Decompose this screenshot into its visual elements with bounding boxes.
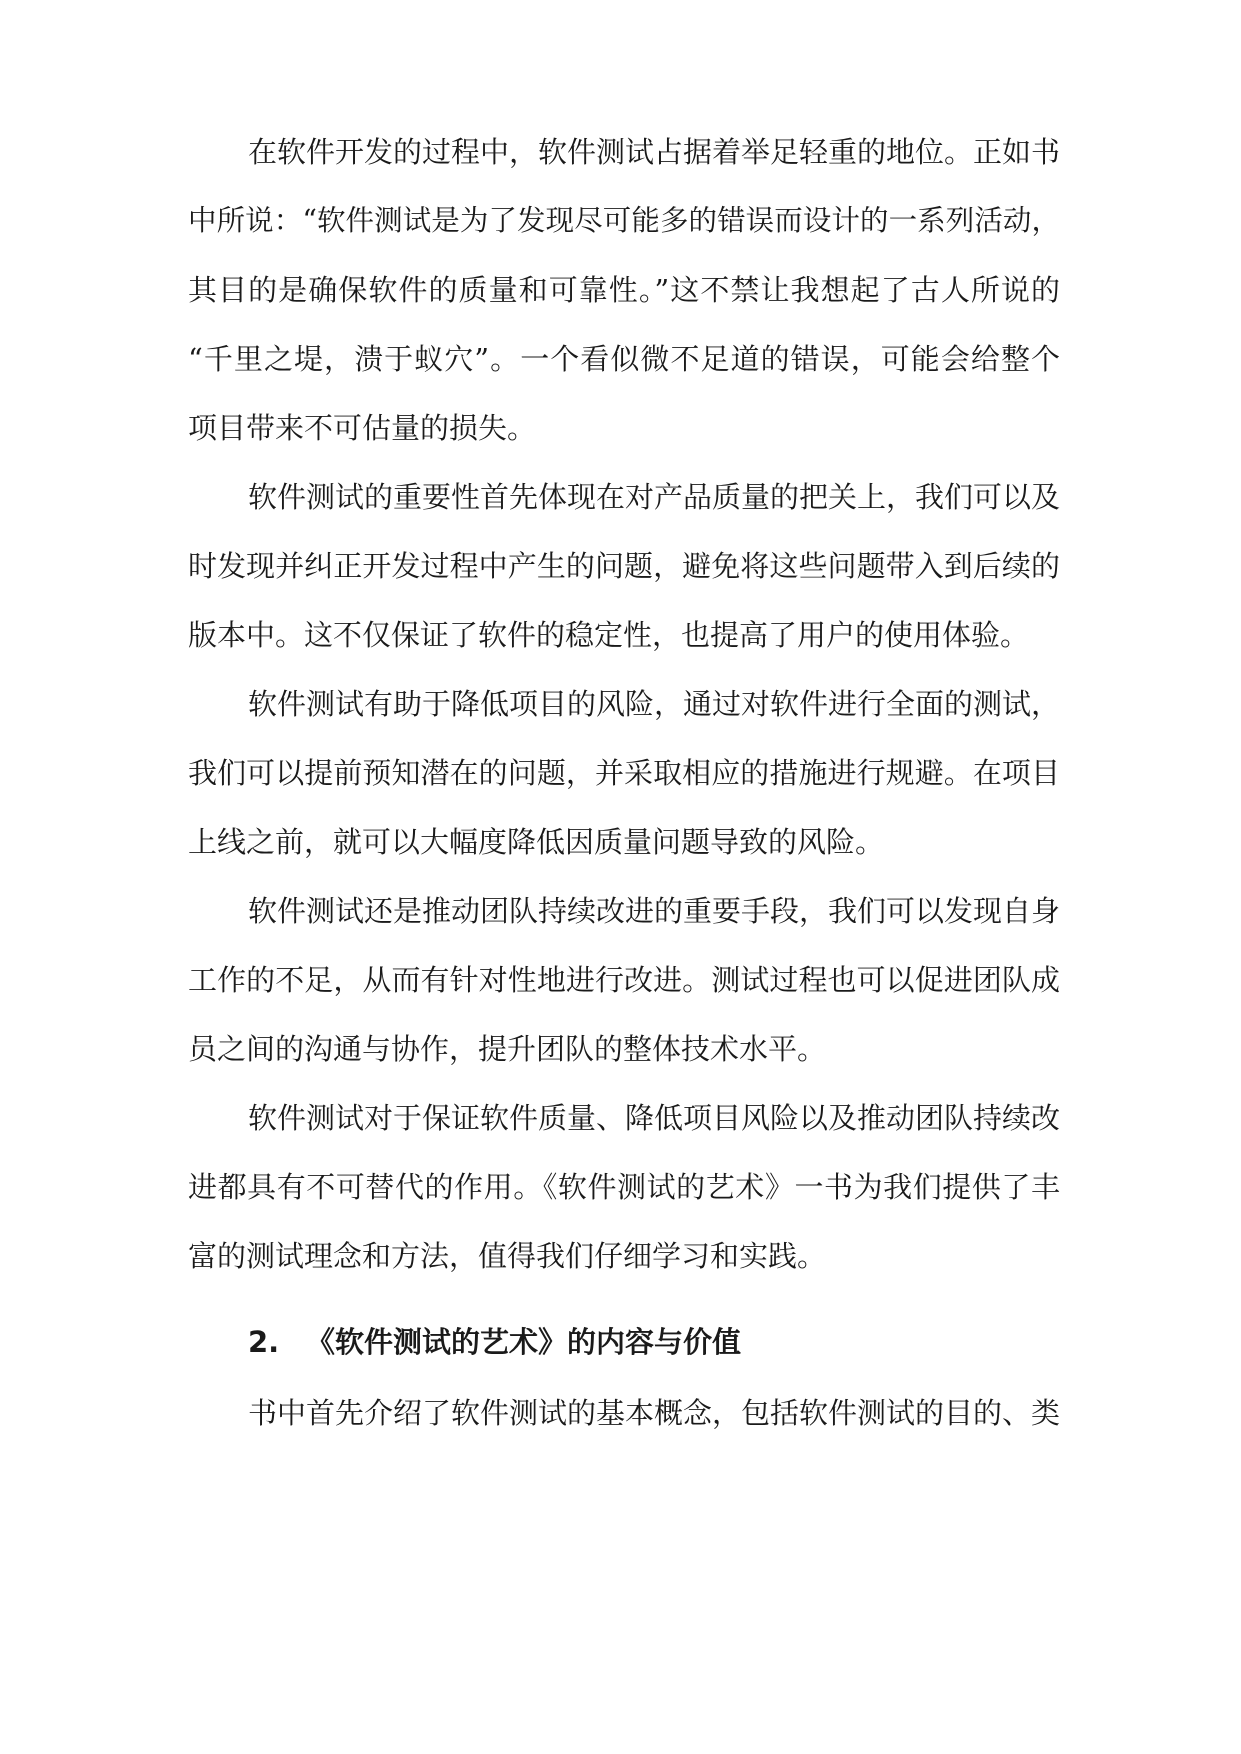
paragraph-line: 版本中。这不仅保证了软件的稳定性，也提高了用户的使用体验。: [188, 618, 1030, 652]
paragraph-line: 工作的不足，从而有针对性地进行改进。测试过程也可以促进团队成: [188, 963, 1060, 997]
paragraph-line: 时发现并纠正开发过程中产生的问题，避免将这些问题带入到后续的: [188, 549, 1060, 583]
paragraph-line: 软件测试对于保证软件质量、降低项目风险以及推动团队持续改: [248, 1101, 1061, 1135]
paragraph-line: 软件测试的重要性首先体现在对产品质量的把关上，我们可以及: [248, 480, 1061, 514]
paragraph-line: 项目带来不可估量的损失。: [188, 411, 537, 445]
paragraph-line: 书中首先介绍了软件测试的基本概念，包括软件测试的目的、类: [248, 1396, 1061, 1430]
paragraph-line: 软件测试还是推动团队持续改进的重要手段，我们可以发现自身: [248, 894, 1061, 928]
paragraph-line: 中所说：“软件测试是为了发现尽可能多的错误而设计的一系列活动，: [188, 204, 1060, 237]
paragraph-line: 软件测试有助于降低项目的风险，通过对软件进行全面的测试，: [248, 687, 1061, 721]
paragraph-line: 我们可以提前预知潜在的问题，并采取相应的措施进行规避。在项目: [188, 756, 1060, 790]
paragraph-line: “千里之堤，溃于蚁穴”。一个看似微不足道的错误，可能会给整个: [188, 342, 1060, 376]
paragraph-line: 员之间的沟通与协作，提升团队的整体技术水平。: [188, 1032, 827, 1066]
paragraph-line: 上线之前，就可以大幅度降低因质量问题导致的风险。: [188, 825, 885, 859]
section-heading: [248, 1322, 741, 1362]
paragraph-line: 其目的是确保软件的质量和可靠性。”这不禁让我想起了古人所说的: [188, 273, 1060, 307]
paragraph-line: 进都具有不可替代的作用。《软件测试的艺术》一书为我们提供了丰: [188, 1170, 1060, 1204]
section-title: 《软件测试的艺术》的内容与价值: [306, 1325, 742, 1359]
paragraph-line: 在软件开发的过程中，软件测试占据着举足轻重的地位。正如书: [248, 135, 1061, 169]
paragraph-line: 富的测试理念和方法，值得我们仔细学习和实践。: [188, 1239, 827, 1273]
section-number: 2.: [248, 1325, 280, 1359]
